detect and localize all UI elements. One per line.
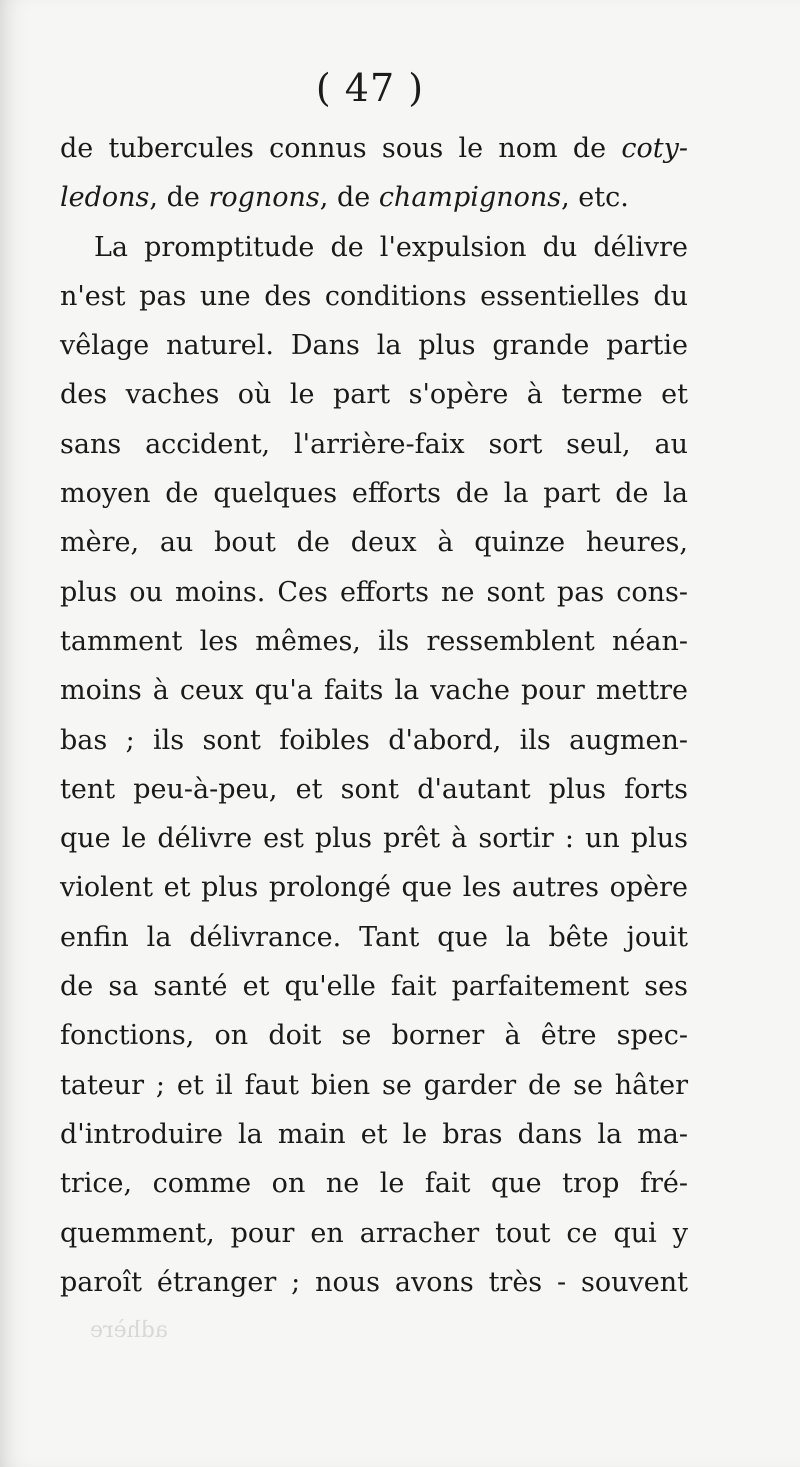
text-line: moins à ceux qu'a faits la vache pour mettre <box>60 675 688 707</box>
text-line: n'est pas une des conditions essentielles du <box>60 280 688 312</box>
text-line: La promptitude de l'expulsion du délivre <box>94 231 688 263</box>
text-segment: , de <box>149 182 200 214</box>
text-line: tent peu-à-peu, et sont d'autant plus forts <box>60 773 688 805</box>
text-line: paroît étranger ; nous avons très - souvent <box>60 1266 688 1298</box>
italic-term: champignons <box>378 182 562 214</box>
text-line: plus ou moins. Ces efforts ne sont pas cons- <box>60 576 688 608</box>
italic-term: coty- <box>621 133 688 164</box>
text-segment: , etc. <box>561 182 629 214</box>
text-line: tamment les mêmes, ils ressemblent néan- <box>60 625 688 657</box>
text-line: sans accident, l'arrière-faix sort seul, au <box>60 428 688 460</box>
text-segment: , de <box>319 182 371 214</box>
bleed-through-text: adhère <box>90 1318 168 1343</box>
text-line: d'introduire la main et le bras dans la ma- <box>60 1118 688 1150</box>
text-line: fonctions, on doit se borner à être spec- <box>60 1020 688 1052</box>
text-line: mère, au bout de deux à quinze heures, <box>60 527 688 559</box>
page-number: ( 47 ) <box>315 66 425 110</box>
body-text <box>60 124 688 1307</box>
italic-term: ledons <box>60 182 150 214</box>
text-segment: de tubercules connus sous le nom de <box>60 133 607 164</box>
text-line: moyen de quelques efforts de la part de la <box>60 478 688 510</box>
text-line: tateur ; et il faut bien se garder de se hâter <box>60 1069 688 1101</box>
text-line: bas ; ils sont foibles d'abord, ils augmen- <box>60 724 688 756</box>
text-line: que le délivre est plus prêt à sortir : un plus <box>60 823 688 855</box>
text-line <box>60 173 688 222</box>
text-line: enfin la délivrance. Tant que la bête jouit <box>60 921 688 953</box>
text-line: quemment, pour en arracher tout ce qui y <box>60 1217 688 1249</box>
italic-term: rognons <box>208 182 320 214</box>
text-line: violent et plus prolongé que les autres opère <box>60 872 688 904</box>
text-line: vêlage naturel. Dans la plus grande partie <box>60 330 688 362</box>
text-line: des vaches où le part s'opère à terme et <box>60 379 688 411</box>
text-line: de sa santé et qu'elle fait parfaitement ses <box>60 971 688 1003</box>
text-line <box>60 124 688 173</box>
text-line: trice, comme on ne le fait que trop fré- <box>60 1168 688 1200</box>
